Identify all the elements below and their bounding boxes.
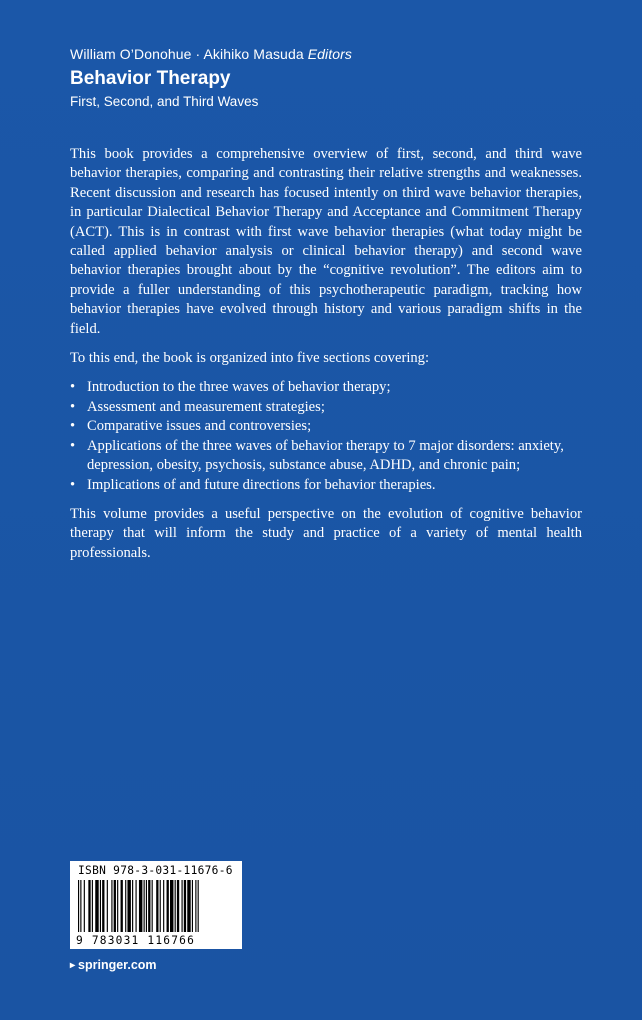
- editors-names: William O’Donohue · Akihiko Masuda: [70, 46, 304, 62]
- list-item-text: Comparative issues and controversies;: [87, 418, 312, 435]
- list-item-text: Implications of and future directions for behavior therapies.: [87, 476, 436, 493]
- sections-list: [70, 378, 582, 494]
- book-subtitle: First, Second, and Third Waves: [70, 94, 259, 109]
- arrow-icon: ▸: [70, 959, 76, 971]
- barcode-icon: [76, 880, 236, 932]
- isbn-barcode: [70, 861, 242, 949]
- list-item-text: Assessment and measurement strategies;: [87, 398, 325, 415]
- list-item-text: Introduction to the three waves of behavior therapy;: [87, 379, 391, 396]
- bullet-icon: •: [70, 418, 76, 435]
- list-item: [70, 437, 582, 476]
- bullet-icon: •: [70, 398, 76, 415]
- editors-line: [70, 45, 590, 63]
- list-item: [70, 398, 582, 417]
- blurb-paragraph-1: This book provides a comprehensive overview of first, second, and third wave behavior therapies, comparing and contrasting their relative strengths and weaknesses. Recent discussion and research has focused intently on third wave behavior therapies, in particular Dialectical Behavior Therapy and Acceptance and Commitment Therapy (ACT). This is in contrast with first wave behavior therapies (what today might be called applied behavior analysis or clinical behavior therapy) and second wave behavior therapies brought about by the “cognitive revolution”. The editors aim to provide a fuller understanding of this psychotherapeutic paradigm, tracking how behavior therapies have evolved through history and various paradigm shifts in the field.: [70, 146, 582, 337]
- list-item: [70, 476, 582, 495]
- list-item-text: Applications of the three waves of behavior therapy to 7 major disorders: anxiety, depression, obesity, psychosis, substance abuse, ADHD, and chronic pain;: [87, 437, 564, 474]
- list-item: [70, 417, 582, 436]
- publisher-link[interactable]: [70, 958, 157, 972]
- bullet-icon: •: [70, 379, 76, 396]
- cover-header: [70, 45, 590, 111]
- book-title: Behavior Therapy: [70, 68, 231, 89]
- publisher-url: springer.com: [78, 958, 157, 972]
- blurb-paragraph-3: This volume provides a useful perspective on the evolution of cognitive behavior therapy that will inform the study and practice of a variety of mental health professionals.: [70, 505, 582, 561]
- bullet-icon: •: [70, 437, 76, 454]
- barcode-digits: 9 783031 116766: [76, 934, 196, 947]
- isbn-label: ISBN 978-3-031-11676-6: [78, 864, 233, 877]
- list-item: [70, 378, 582, 397]
- editors-role: Editors: [307, 46, 352, 62]
- blurb-paragraph-2: To this end, the book is organized into five sections covering:: [70, 350, 430, 367]
- bullet-icon: •: [70, 476, 76, 493]
- blurb: [70, 145, 582, 573]
